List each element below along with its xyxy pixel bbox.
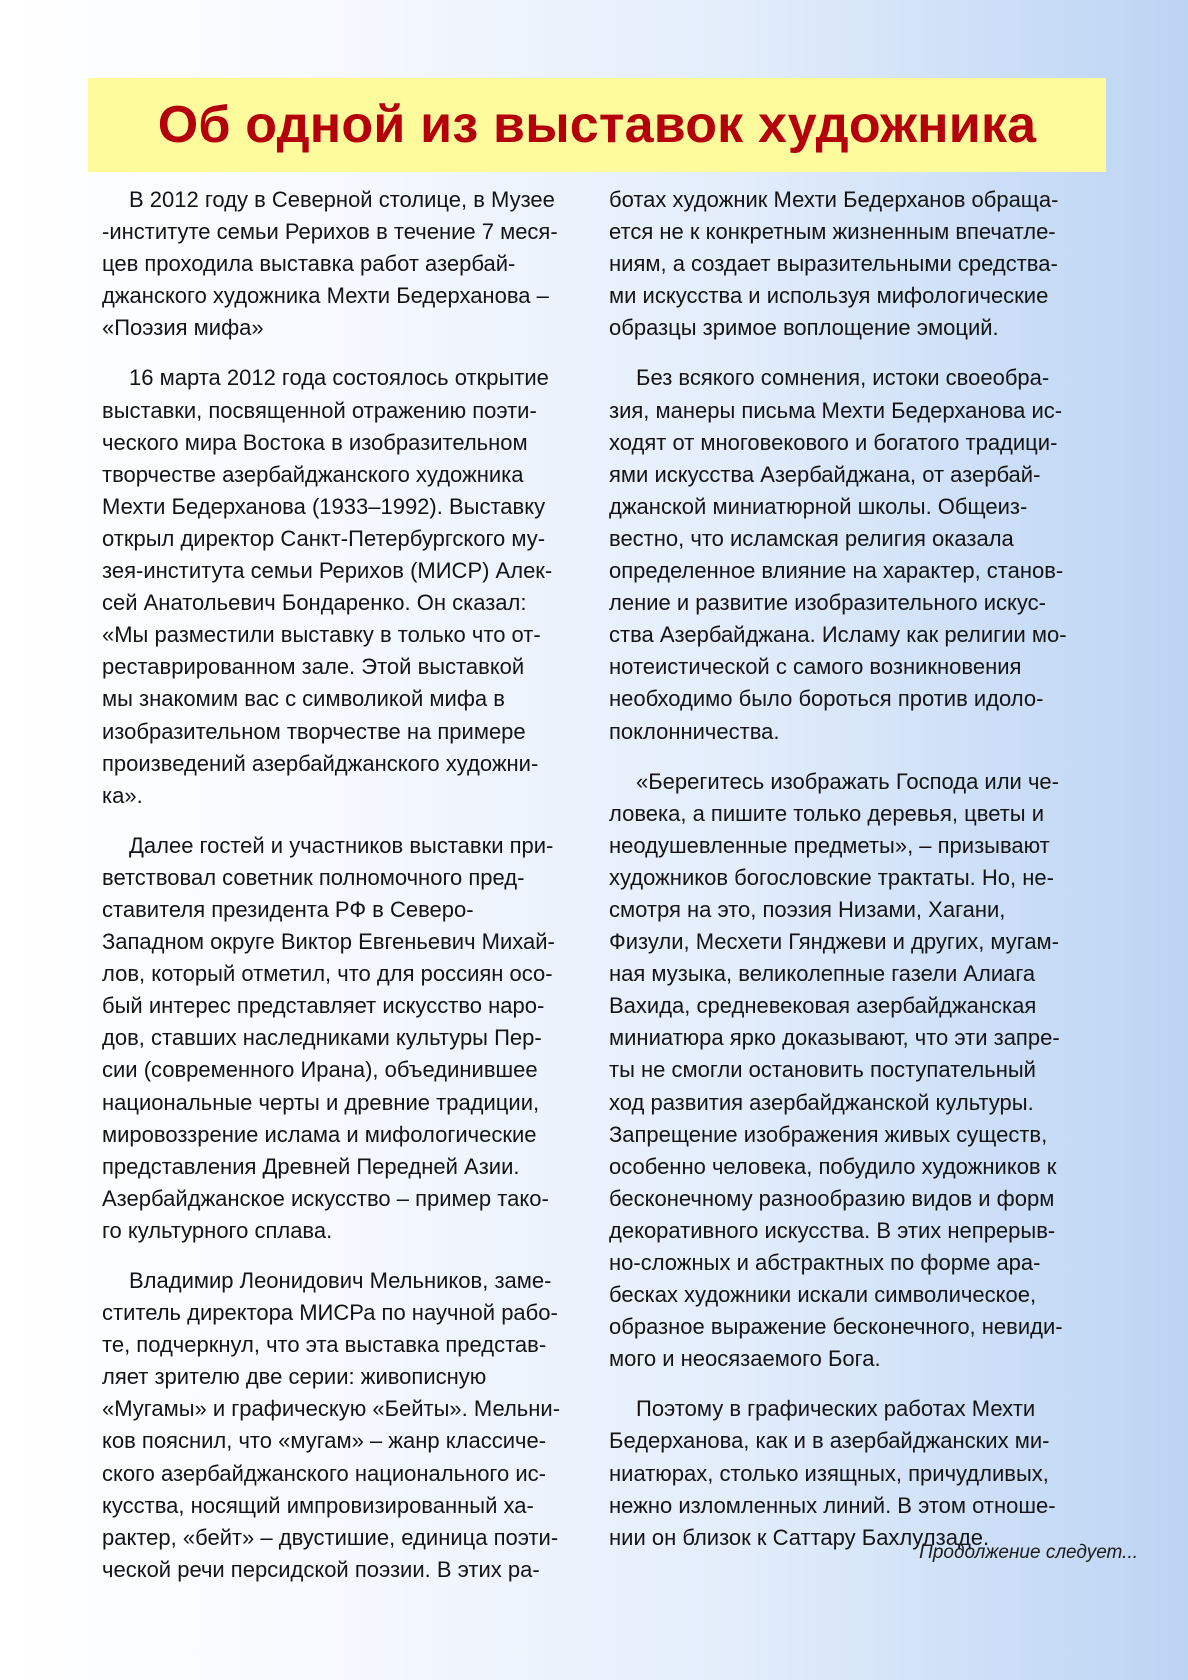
- text-line: изобразительном творчестве на примере: [102, 718, 526, 744]
- paragraph: [609, 1393, 1099, 1553]
- text-line: нотеистической с самого возникновения: [609, 654, 1022, 680]
- text-line: бесках художники искали символическое,: [609, 1282, 1037, 1308]
- text-line: ловека, а пишите только деревья, цветы и: [609, 800, 1044, 826]
- text-line: вестно, что исламская религия оказала: [609, 525, 1014, 551]
- text-line: зея-института семьи Рерихов (МИСР) Алек-: [102, 558, 553, 584]
- text-line: ческой речи персидской поэзии. В этих ра-: [102, 1556, 540, 1582]
- text-line: те, подчеркнул, что эта выставка представ-: [102, 1332, 547, 1358]
- text-line: ства Азербайджана. Исламу как религии мо-: [609, 622, 1067, 648]
- right-column: [609, 184, 1099, 1572]
- text-line: ход развития азербайджанской культуры.: [609, 1089, 1034, 1115]
- text-line: произведений азербайджанского художни-: [102, 750, 539, 776]
- text-line: смотря на это, поэзия Низами, Хагани,: [609, 896, 1006, 922]
- text-line: Без всякого сомнения, истоки своеобра-: [636, 365, 1050, 391]
- left-column: [102, 184, 602, 1604]
- text-line: ная музыка, великолепные газели Алиага: [609, 961, 1036, 987]
- text-line: реставрированном зале. Этой выставкой: [102, 654, 525, 680]
- text-line: художников богословские трактаты. Но, не-: [609, 864, 1054, 890]
- text-line: бесконечному разнообразию видов и форм: [609, 1185, 1055, 1211]
- text-line: ляет зрителю две серии: живописную: [102, 1364, 487, 1390]
- paragraph: [102, 362, 602, 811]
- text-line: сии (современного Ирана), объединившее: [102, 1057, 538, 1083]
- text-line: представления Древней Передней Азии.: [102, 1153, 520, 1179]
- text-line: джанского художника Мехти Бедерханова –: [102, 283, 549, 309]
- text-line: ческого мира Востока в изобразительном: [102, 429, 528, 455]
- text-line: миниатюра ярко доказывают, что эти запре-: [609, 1025, 1060, 1051]
- text-line: ление и развитие изобразительного искус-: [609, 590, 1046, 616]
- article-title: Об одной из выставок художника: [157, 96, 1037, 154]
- text-line: «Мы разместили выставку в только что от-: [102, 622, 541, 648]
- text-line: дов, ставших наследниками культуры Пер-: [102, 1025, 542, 1051]
- text-line: Азербайджанское искусство – пример тако-: [102, 1185, 549, 1211]
- paragraph: [102, 830, 602, 1247]
- text-line: В 2012 году в Северной столице, в Музее: [129, 187, 555, 212]
- text-line: мы знакомим вас с символикой мифа в: [102, 686, 505, 712]
- text-line: рактер, «бейт» – двустишие, единица поэти-: [102, 1524, 559, 1550]
- text-line: ется не к конкретным жизненным впечатле-: [609, 219, 1056, 245]
- text-line: образное выражение бесконечного, невиди-: [609, 1314, 1063, 1340]
- text-line: «Мугамы» и графическую «Бейты». Мельни-: [102, 1396, 561, 1422]
- text-line: ка».: [102, 782, 143, 808]
- text-line: джанской миниатюрной школы. Общеиз-: [609, 493, 1028, 519]
- text-line: ков пояснил, что «мугам» – жанр классиче-: [102, 1428, 547, 1454]
- text-line: поклонничества.: [609, 718, 780, 744]
- text-line: Далее гостей и участников выставки при-: [129, 832, 554, 858]
- text-line: творчестве азербайджанского художника: [102, 461, 524, 487]
- text-line: зия, манеры письма Мехти Бедерханова ис-: [609, 397, 1063, 423]
- text-line: ями искусства Азербайджана, от азербай-: [609, 461, 1041, 487]
- continued-note: Продолжение следует...: [919, 1542, 1138, 1563]
- text-line: Запрещение изображения живых существ,: [609, 1121, 1048, 1147]
- text-line: ты не смогли остановить поступательный: [609, 1057, 1036, 1083]
- text-line: определенное влияние на характер, станов-: [609, 558, 1064, 584]
- text-line: Вахида, средневековая азербайджанская: [609, 993, 1037, 1019]
- text-line: бый интерес представляет искусство наро-: [102, 993, 545, 1019]
- text-line: открыл директор Санкт-Петербургского му-: [102, 525, 546, 551]
- paragraph: [102, 1265, 602, 1586]
- text-line: ми искусства и используя мифологические: [609, 283, 1049, 309]
- text-line: выставки, посвященной отражению поэти-: [102, 397, 537, 423]
- text-line: ставителя президента РФ в Северо-: [102, 896, 474, 922]
- text-line: сей Анатольевич Бондаренко. Он сказал:: [102, 590, 527, 616]
- text-line: Поэтому в графических работах Мехти: [636, 1396, 1036, 1422]
- text-line: нежно изломленных линий. В этом отноше-: [609, 1492, 1056, 1518]
- text-line: «Поэзия мифа»: [102, 315, 264, 341]
- text-line: Физули, Месхети Гянджеви и других, мугам-: [609, 929, 1060, 955]
- text-line: образцы зримое воплощение эмоций.: [609, 315, 999, 341]
- text-line: декоративного искусства. В этих непрерыв-: [609, 1217, 1056, 1243]
- text-line: Владимир Леонидович Мельников, заме-: [129, 1268, 552, 1293]
- text-line: нии он близок к Саттару Бахлулзаде.: [609, 1524, 990, 1550]
- text-line: ходят от многовекового и богатого традици-: [609, 429, 1058, 455]
- paragraph: [609, 766, 1099, 1376]
- text-line: кусства, носящий импровизированный ха-: [102, 1492, 534, 1518]
- text-line: национальные черты и древние традиции,: [102, 1089, 540, 1115]
- text-line: «Берегитесь изображать Господа или че-: [636, 768, 1059, 794]
- text-line: мого и неосязаемого Бога.: [609, 1346, 881, 1372]
- text-line: ботах художник Мехти Бедерханов обраща-: [609, 187, 1059, 212]
- text-line: го культурного сплава.: [102, 1217, 333, 1243]
- paragraph: [609, 184, 1099, 344]
- text-line: необходимо было бороться против идоло-: [609, 686, 1044, 712]
- text-line: цев проходила выставка работ азербай-: [102, 251, 516, 277]
- text-line: -институте семьи Рерихов в течение 7 меся-: [102, 219, 558, 245]
- text-line: ститель директора МИСРа по научной рабо-: [102, 1300, 558, 1326]
- text-line: ниям, а создает выразительными средства-: [609, 251, 1058, 277]
- text-line: Мехти Бедерханова (1933–1992). Выставку: [102, 493, 546, 519]
- text-line: ветствовал советник полномочного пред-: [102, 864, 525, 890]
- text-line: неодушевленные предметы», – призывают: [609, 832, 1050, 858]
- text-line: ского азербайджанского национального ис-: [102, 1460, 546, 1486]
- text-line: 16 марта 2012 года состоялось открытие: [129, 365, 549, 391]
- paragraph: [102, 184, 602, 344]
- text-line: мировоззрение ислама и мифологические: [102, 1121, 537, 1147]
- text-line: но-сложных и абстрактных по форме ара-: [609, 1250, 1041, 1275]
- text-line: ниатюрах, столько изящных, причудливых,: [609, 1460, 1049, 1486]
- title-band: [88, 78, 1106, 172]
- text-line: Бедерханова, как и в азербайджанских ми-: [609, 1428, 1050, 1454]
- text-line: особенно человека, побудило художников к: [609, 1153, 1057, 1179]
- text-line: Западном округе Виктор Евгеньевич Михай-: [102, 929, 555, 955]
- text-line: лов, который отметил, что для россиян осо-: [102, 961, 553, 987]
- paragraph: [609, 362, 1099, 747]
